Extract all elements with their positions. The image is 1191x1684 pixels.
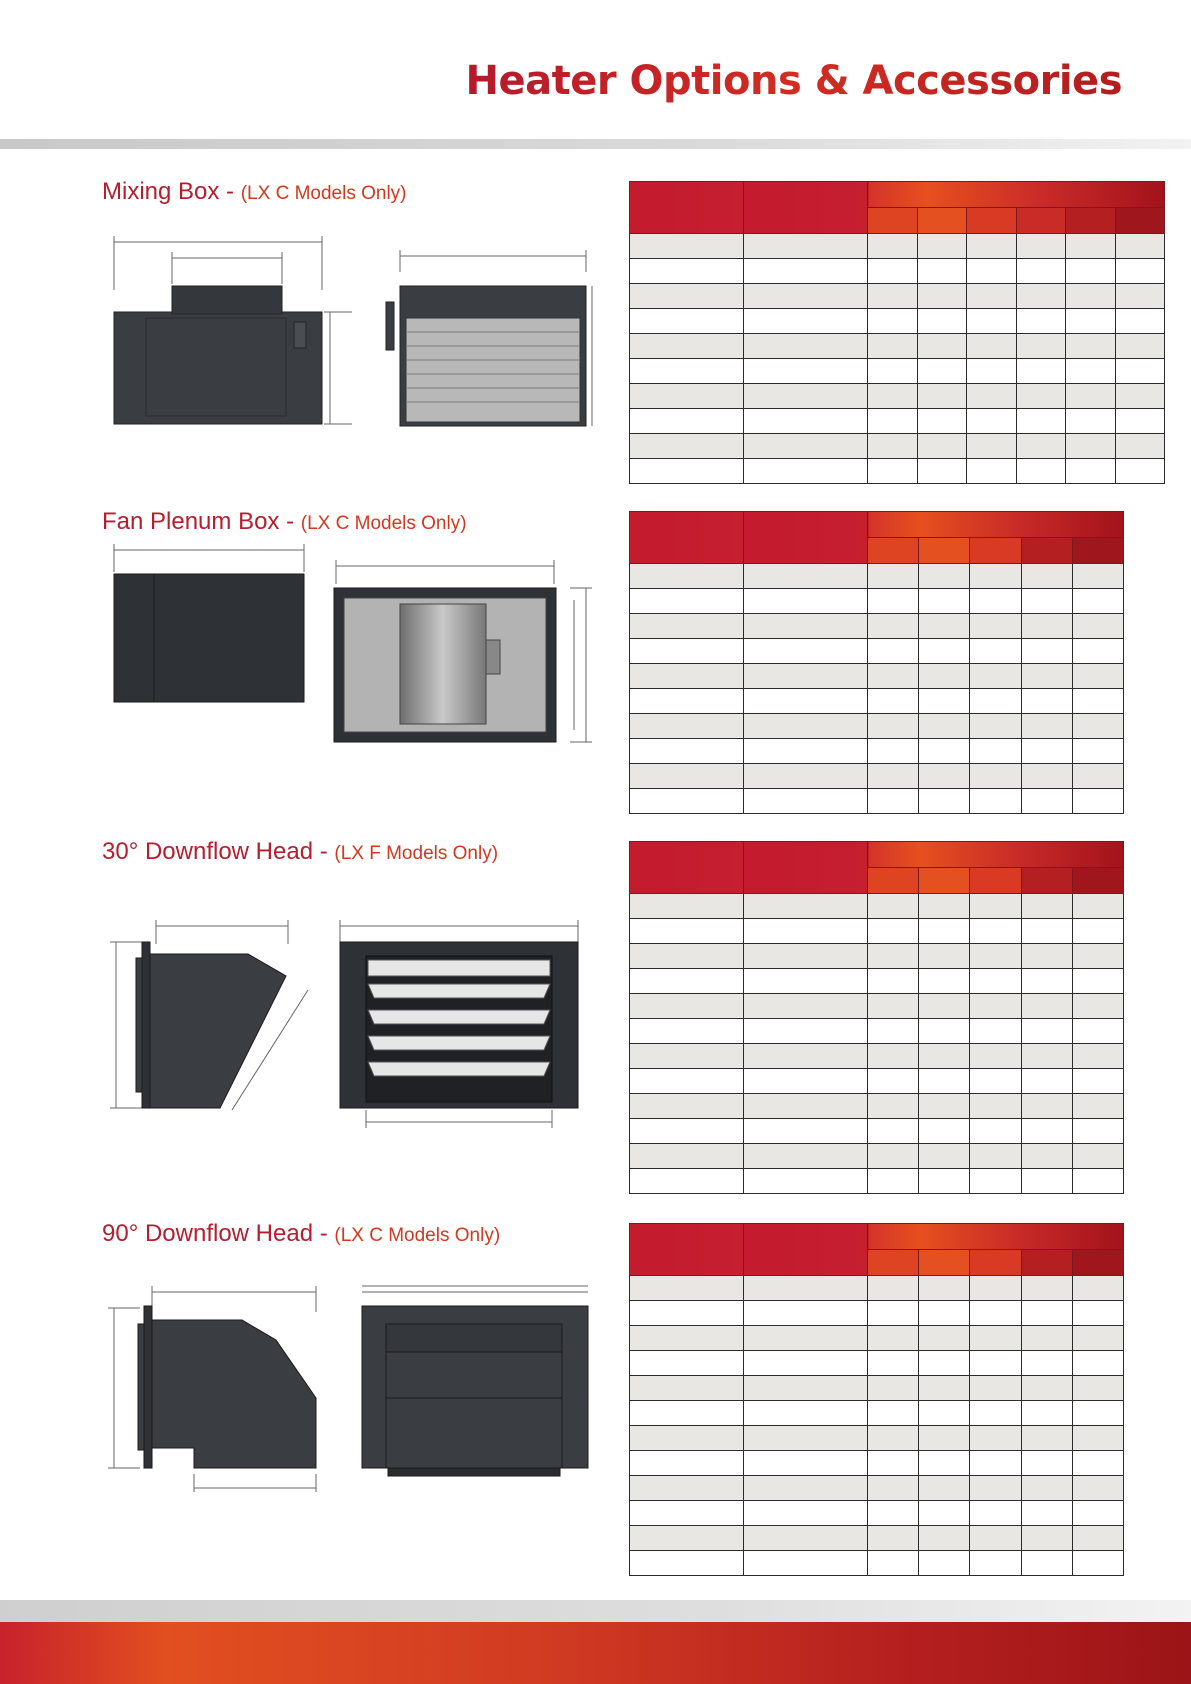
table-row <box>630 764 1124 789</box>
table-row <box>630 944 1124 969</box>
table-row <box>630 234 1165 259</box>
table-row <box>630 409 1165 434</box>
subheader-cell <box>1021 538 1072 564</box>
table-row <box>630 564 1124 589</box>
fan-icon <box>400 604 486 724</box>
subheader-cell <box>1016 208 1066 234</box>
subheader-cell <box>1072 1250 1123 1276</box>
table-row <box>630 259 1165 284</box>
table-row <box>630 1169 1124 1194</box>
section-title-text: Fan Plenum Box - <box>102 508 295 535</box>
table-row <box>630 969 1124 994</box>
mixing-box-spec-table <box>629 181 1165 484</box>
header-cell <box>744 512 868 564</box>
table-row <box>630 1476 1124 1501</box>
footer-grey-band <box>0 1600 1191 1622</box>
table-row <box>630 334 1165 359</box>
table-row <box>630 919 1124 944</box>
mixing-box-side-body <box>114 312 322 424</box>
table-row <box>630 459 1165 484</box>
table-row <box>630 739 1124 764</box>
table-row <box>630 894 1124 919</box>
section-title-text: 90° Downflow Head - <box>102 1220 328 1247</box>
table-row <box>630 1551 1124 1576</box>
fan-plenum-box-drawing <box>108 544 598 744</box>
table-row <box>630 1351 1124 1376</box>
section-subtitle: (LX C Models Only) <box>300 513 467 534</box>
subheader-cell <box>917 208 967 234</box>
table-row <box>630 589 1124 614</box>
header-group-cell <box>868 842 1124 868</box>
table-row <box>630 1376 1124 1401</box>
subheader-cell <box>1072 868 1123 894</box>
table-row <box>630 1426 1124 1451</box>
header-group-cell <box>868 182 1165 208</box>
table-row <box>630 1069 1124 1094</box>
subheader-cell <box>1115 208 1165 234</box>
subheader-cell <box>1021 868 1072 894</box>
section-title-mixing-box <box>102 178 407 206</box>
subheader-cell <box>967 208 1017 234</box>
section-subtitle: (LX F Models Only) <box>334 843 499 864</box>
subheader-cell <box>868 1250 919 1276</box>
subheader-cell <box>868 208 918 234</box>
table-row <box>630 1401 1124 1426</box>
plenum-side-body <box>114 574 304 702</box>
section-subtitle: (LX C Models Only) <box>334 1225 501 1246</box>
table-row <box>630 1451 1124 1476</box>
table-row <box>630 1326 1124 1351</box>
subheader-cell <box>919 1250 970 1276</box>
table-row <box>630 789 1124 814</box>
mixing-box-drawing <box>108 232 598 432</box>
subheader-cell <box>868 538 919 564</box>
downflow-head-30-side-body <box>150 954 286 1108</box>
section-subtitle: (LX C Models Only) <box>240 183 407 204</box>
subheader-cell <box>868 868 919 894</box>
table-row <box>630 284 1165 309</box>
header-cell <box>630 842 744 894</box>
table-header-row <box>630 842 1124 868</box>
downflow-head-90-side-body <box>152 1320 316 1468</box>
header-cell <box>630 182 744 234</box>
table-row <box>630 639 1124 664</box>
fan-plenum-box-spec-table <box>629 511 1124 814</box>
table-row <box>630 714 1124 739</box>
table-row <box>630 359 1165 384</box>
downflow-head-30-spec-table <box>629 841 1124 1194</box>
table-row <box>630 994 1124 1019</box>
downflow-head-90-drawing <box>108 1284 598 1494</box>
table-row <box>630 664 1124 689</box>
footer-brand-band <box>0 1622 1191 1684</box>
header-divider-band <box>0 139 1191 149</box>
table-row <box>630 1044 1124 1069</box>
table-row <box>630 1301 1124 1326</box>
header-group-cell <box>868 512 1124 538</box>
table-row <box>630 309 1165 334</box>
section-title-30-downflow-head <box>102 838 498 866</box>
table-header-row <box>630 1224 1124 1250</box>
section-title-text: Mixing Box - <box>102 178 235 205</box>
header-group-cell <box>868 1224 1124 1250</box>
header-cell <box>744 182 868 234</box>
table-header-row <box>630 512 1124 538</box>
section-title-fan-plenum-box <box>102 508 467 536</box>
table-row <box>630 434 1165 459</box>
header-cell <box>744 1224 868 1276</box>
header-cell <box>630 1224 744 1276</box>
table-row <box>630 1119 1124 1144</box>
subheader-cell <box>970 1250 1021 1276</box>
subheader-cell <box>1066 208 1116 234</box>
subheader-cell <box>919 538 970 564</box>
subheader-cell <box>1021 1250 1072 1276</box>
subheader-cell <box>970 538 1021 564</box>
table-row <box>630 1501 1124 1526</box>
header-cell <box>630 512 744 564</box>
table-row <box>630 614 1124 639</box>
table-row <box>630 1094 1124 1119</box>
section-title-text: 30° Downflow Head - <box>102 838 328 865</box>
table-header-row <box>630 182 1165 208</box>
header-cell <box>744 842 868 894</box>
subheader-cell <box>1072 538 1123 564</box>
table-row <box>630 1019 1124 1044</box>
table-row <box>630 689 1124 714</box>
downflow-head-30-drawing <box>108 914 598 1134</box>
table-row <box>630 1144 1124 1169</box>
table-row <box>630 1526 1124 1551</box>
section-title-90-downflow-head <box>102 1220 500 1248</box>
table-row <box>630 384 1165 409</box>
subheader-cell <box>970 868 1021 894</box>
downflow-head-90-spec-table <box>629 1223 1124 1576</box>
table-row <box>630 1276 1124 1301</box>
subheader-cell <box>919 868 970 894</box>
page-title: Heater Options & Accessories <box>465 58 1122 104</box>
